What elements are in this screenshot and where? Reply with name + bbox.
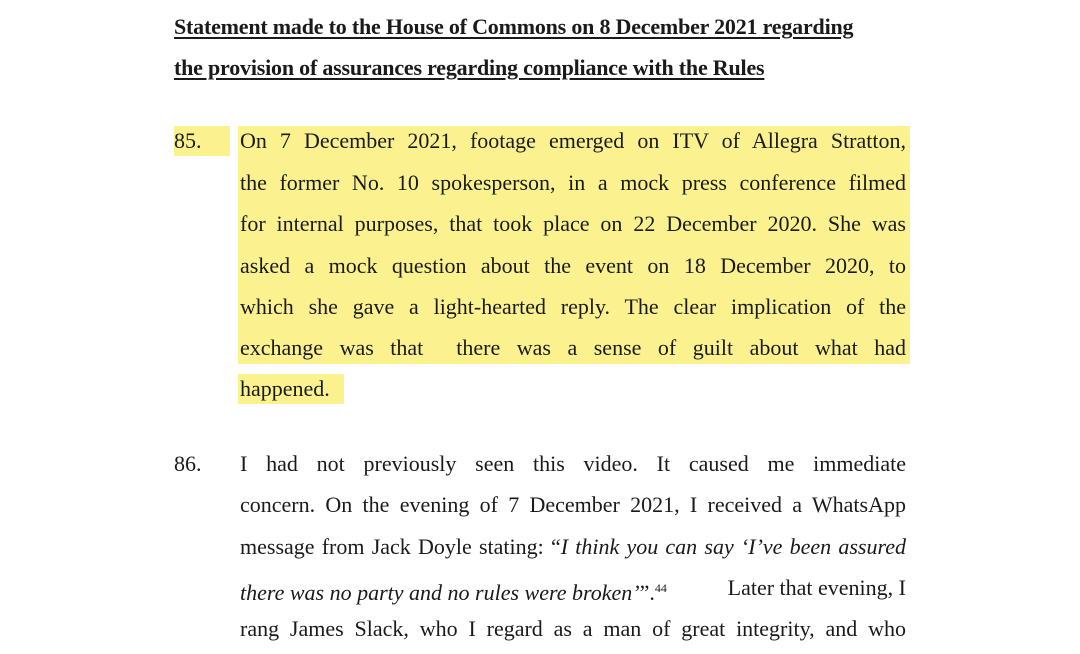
footnote-marker: 44 <box>654 581 667 595</box>
section-heading-line-2: the provision of assurances regarding compliance with the Rules <box>174 55 765 80</box>
para86-line-4-suffix: Later that evening, I <box>727 575 906 600</box>
para85-line-2: the former No. 10 spokesperson, in a mock press conference filmed <box>240 170 906 195</box>
paragraph-number-86: 86. <box>174 451 202 476</box>
para85-line-1: On 7 December 2021, footage emerged on ITV of Allegra Stratton, <box>240 128 906 153</box>
para86-line-4 <box>240 573 906 603</box>
quote-close: ”. <box>639 580 655 605</box>
para86-line-2: concern. On the evening of 7 December 2021, I received a WhatsApp <box>240 492 906 517</box>
para85-line-7: happened. <box>240 376 330 401</box>
para85-line-4: asked a mock question about the event on 18 December 2020, to <box>240 253 906 278</box>
quote-italic-part-1: I think you can say ‘I’ve been assured <box>560 534 906 559</box>
highlight-block-85 <box>238 126 910 364</box>
section-heading-line-1: Statement made to the House of Commons on 8 December 2021 regarding <box>174 14 854 39</box>
para86-line-3 <box>240 532 906 562</box>
para85-line-5: which she gave a light-hearted reply. The clear implication of the <box>240 294 906 319</box>
quote-italic-part-2: there was no party and no rules were broken’ <box>240 580 640 605</box>
para86-line-5: rang James Slack, who I regard as a man of great integrity, and who <box>240 616 906 641</box>
para86-line-1: I had not previously seen this video. It caused me immediate <box>240 451 906 476</box>
paragraph-number-85: 85. <box>174 128 202 153</box>
para85-line-6: exchange was that there was a sense of guilt about what had <box>240 335 906 360</box>
para85-line-3: for internal purposes, that took place on 22 December 2020. She was <box>240 211 906 236</box>
para86-line-3-prefix: message from Jack Doyle stating: “ <box>240 534 561 559</box>
